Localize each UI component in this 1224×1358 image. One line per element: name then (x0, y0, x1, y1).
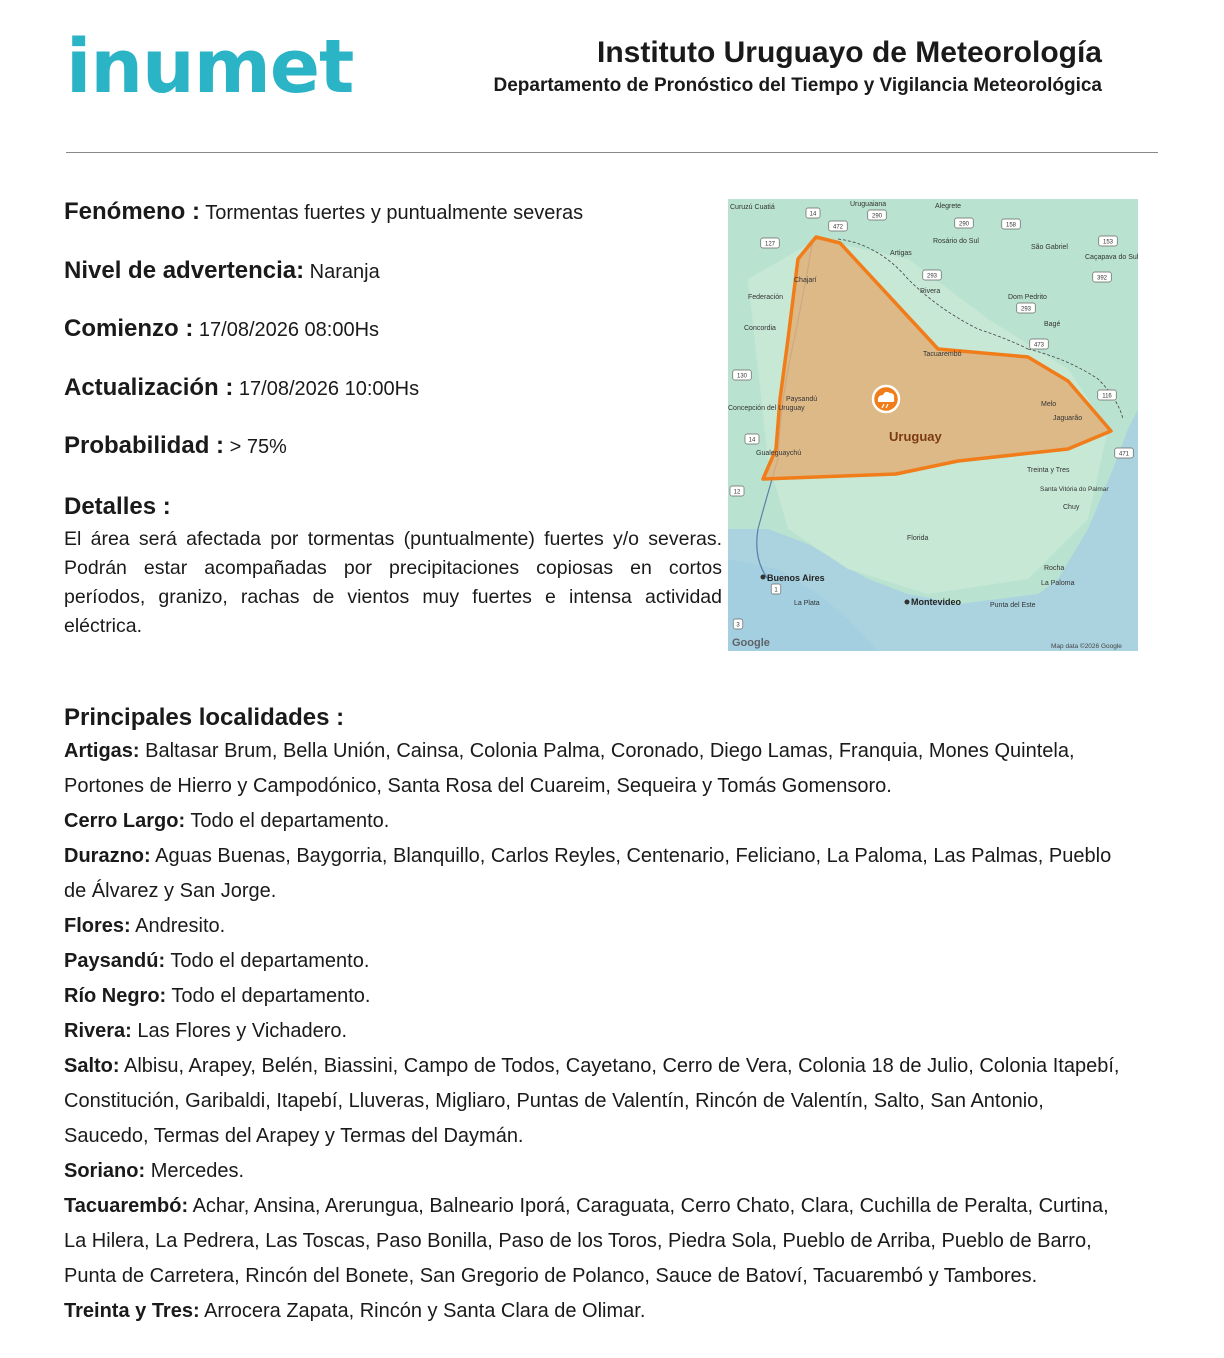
place-label: Treinta y Tres (1027, 467, 1070, 474)
place-label: La Plata (794, 600, 820, 607)
place-label: Uruguaiana (850, 201, 887, 208)
department-name: Artigas: (64, 740, 140, 762)
localities-section (64, 704, 1174, 1329)
field-label: Probabilidad : (64, 432, 225, 459)
road-shield (806, 208, 820, 218)
field-fenomeno (64, 198, 714, 257)
road-shield (771, 584, 781, 594)
header (494, 36, 1103, 97)
locality-entry (64, 1049, 1174, 1084)
place-label: Rivera (920, 288, 941, 295)
place-label: Chajarí (794, 277, 817, 284)
locality-places: Aguas Buenas, Baygorria, Blanquillo, Carlos Reyles, Centenario, Feliciano, La Paloma, Las Palmas, Pueblo (155, 845, 1112, 867)
details-title: Detalles : (64, 492, 171, 520)
field-value: 17/08/2026 08:00Hs (198, 319, 380, 341)
warning-map[interactable] (728, 199, 1138, 651)
road-shield (1115, 448, 1134, 458)
place-label: Punta del Este (990, 602, 1036, 609)
svg-text:14: 14 (748, 437, 756, 444)
locality-places: Baltasar Brum, Bella Unión, Cainsa, Colonia Palma, Coronado, Diego Lamas, Franquia, Mones Quintela, (145, 740, 1075, 762)
road-shield (829, 221, 848, 231)
details-text: El área será afectada por tormentas (puntualmente) fuertes y/o severas. Podrán estar acompañadas por precipitaciones copiosas en cortos períodos, granizo, rachas de vientos muy fuertes e intensa actividad eléctrica. (64, 527, 722, 637)
department-subtitle: Departamento de Pronóstico del Tiempo y Vigilancia Meteorológica (493, 75, 1102, 96)
road-shield (1017, 303, 1036, 313)
place-label: Dom Pedrito (1008, 294, 1047, 301)
locality-places: Portones de Hierro y Campodónico, Santa Rosa del Cuareim, Sequeira y Tomás Gomensoro. (64, 775, 892, 797)
place-label: Concordia (744, 325, 776, 332)
place-label: Chuy (1063, 504, 1080, 511)
map-data-credit: Map data ©2026 Google (1051, 643, 1122, 650)
locality-entry (64, 734, 1174, 769)
department-name: Soriano: (64, 1160, 146, 1182)
header-divider (66, 152, 1158, 153)
department-name: Tacuarembó: (64, 1195, 189, 1217)
localities-title: Principales localidades : (64, 704, 345, 731)
svg-text:290: 290 (871, 213, 883, 220)
field-label: Fenómeno : (64, 198, 200, 225)
locality-places: Achar, Ansina, Arerungua, Balneario Iporá, Caraguata, Cerro Chato, Clara, Cuchilla de Peralta, Curtina, (192, 1195, 1109, 1217)
svg-text:130: 130 (736, 373, 748, 380)
city-dot (905, 600, 910, 605)
place-label: Alegrete (935, 203, 962, 210)
locality-entry (64, 1294, 1174, 1329)
road-shield (745, 434, 759, 444)
place-label: Santa Vitória do Palmar (1040, 486, 1109, 493)
department-name: Cerro Largo: (64, 810, 186, 832)
place-label: Caçapava do Sul (1085, 254, 1138, 261)
field-actualizacion (64, 374, 714, 433)
localities-list (64, 734, 1174, 1329)
city-label: Montevideo (911, 597, 962, 607)
road-shield (1093, 272, 1112, 282)
road-shield (1098, 390, 1117, 400)
place-label: Bagé (1044, 321, 1061, 328)
locality-entry (64, 1189, 1174, 1224)
city-label: Buenos Aires (767, 573, 825, 583)
road-shield (761, 238, 780, 248)
svg-text:153: 153 (1102, 239, 1114, 246)
locality-continuation (64, 769, 1174, 804)
place-label: Gualeguaychú (756, 450, 802, 457)
place-label: Paysandú (786, 396, 818, 403)
field-label: Actualización : (64, 373, 234, 401)
locality-entry (64, 1154, 1174, 1189)
field-value: 17/08/2026 10:00Hs (238, 377, 420, 400)
country-label: Uruguay (889, 429, 942, 444)
locality-entry (64, 1014, 1174, 1049)
place-label: São Gabriel (1031, 244, 1068, 251)
svg-text:116: 116 (1102, 393, 1112, 400)
city-dot (761, 575, 766, 580)
road-shield (1002, 219, 1021, 229)
locality-continuation (64, 1224, 1174, 1259)
place-label: Melo (1041, 401, 1057, 408)
locality-places: Las Flores y Vichadero. (137, 1020, 348, 1042)
road-shield (733, 619, 743, 629)
locality-continuation (64, 1259, 1174, 1294)
locality-places: Mercedes. (150, 1160, 245, 1182)
svg-text:473: 473 (1033, 342, 1045, 349)
inumet-logo: inumet (66, 24, 354, 110)
field-probabilidad (64, 432, 714, 491)
field-value: Naranja (309, 260, 380, 283)
place-label: Artigas (890, 250, 912, 257)
locality-places: Andresito. (135, 915, 226, 937)
svg-text:158: 158 (1005, 222, 1017, 229)
storm-cloud-icon[interactable] (873, 386, 899, 412)
place-label: Tacuarembó (923, 351, 962, 358)
field-label: Comienzo : (64, 315, 194, 342)
locality-entry (64, 839, 1174, 874)
locality-places: Todo el departamento. (170, 950, 370, 972)
place-label: Florida (907, 535, 929, 542)
department-name: Paysandú: (64, 950, 166, 972)
road-shield (730, 486, 744, 496)
warning-fields (64, 198, 722, 641)
locality-continuation (64, 1084, 1174, 1119)
field-label: Nivel de advertencia: (64, 256, 305, 284)
locality-places: Todo el departamento. (171, 985, 371, 1007)
svg-text:290: 290 (958, 221, 970, 228)
locality-continuation (64, 874, 1174, 909)
road-shield (923, 270, 942, 280)
svg-text:392: 392 (1096, 275, 1108, 282)
locality-entry (64, 979, 1174, 1014)
department-name: Salto: (64, 1055, 120, 1077)
locality-places: Albisu, Arapey, Belén, Biassini, Campo de Todos, Cayetano, Cerro de Vera, Colonia 18 de Julio, Colonia Itapebí, (124, 1055, 1120, 1077)
field-value: > 75% (229, 436, 287, 458)
svg-text:1: 1 (774, 587, 778, 594)
department-name: Río Negro: (64, 985, 167, 1007)
svg-text:127: 127 (764, 241, 776, 248)
department-name: Durazno: (64, 845, 151, 867)
place-label: Rosário do Sul (933, 238, 979, 245)
field-comienzo (64, 315, 714, 374)
svg-text:3: 3 (736, 622, 740, 629)
field-value: Tormentas fuertes y puntualmente severas (205, 202, 584, 224)
field-nivel (64, 257, 714, 316)
place-label: La Paloma (1041, 580, 1075, 587)
svg-text:471: 471 (1118, 451, 1130, 458)
locality-entry (64, 909, 1174, 944)
locality-entry (64, 944, 1174, 979)
road-shield (868, 210, 887, 220)
place-label: Rocha (1044, 565, 1065, 572)
road-shield (1099, 236, 1118, 246)
map-canvas (728, 199, 1138, 651)
locality-places: Saucedo, Termas del Arapey y Termas del Daymán. (64, 1125, 524, 1147)
road-shield (733, 370, 752, 380)
locality-places: Arrocera Zapata, Rincón y Santa Clara de Olimar. (204, 1300, 646, 1322)
svg-text:14: 14 (809, 211, 817, 218)
locality-places: Punta de Carretera, Rincón del Bonete, San Gregorio de Polanco, Sauce de Batoví, Tacuarembó y Tambores. (64, 1265, 1038, 1287)
department-name: Rivera: (64, 1020, 132, 1042)
svg-text:293: 293 (1020, 306, 1032, 313)
road-shield (955, 218, 974, 228)
locality-places: de Álvarez y San Jorge. (64, 880, 277, 902)
place-label: Jaguarão (1053, 415, 1083, 422)
google-credit: Google (732, 637, 770, 649)
locality-entry (64, 804, 1174, 839)
locality-continuation (64, 1119, 1174, 1154)
place-label: Curuzú Cuatiá (730, 204, 775, 211)
department-name: Treinta y Tres: (64, 1300, 200, 1322)
locality-places: La Hilera, La Pedrera, Las Toscas, Paso Bonilla, Paso de los Toros, Piedra Sola, Pueblo de Arriba, Pueblo de Barro, (64, 1230, 1092, 1252)
place-label: Concepción del Uruguay (728, 405, 805, 412)
locality-places: Constitución, Garibaldi, Itapebí, Lluveras, Migliaro, Puntas de Valentín, Rincón de Valentín, Salto, San Antonio, (64, 1090, 1044, 1112)
svg-text:293: 293 (926, 273, 938, 280)
place-label: Federación (748, 294, 784, 301)
institute-title: Instituto Uruguayo de Meteorología (596, 36, 1102, 69)
locality-places: Todo el departamento. (190, 810, 390, 832)
svg-text:472: 472 (832, 224, 844, 231)
svg-text:12: 12 (733, 489, 741, 496)
department-name: Flores: (64, 915, 131, 937)
road-shield (1030, 339, 1049, 349)
